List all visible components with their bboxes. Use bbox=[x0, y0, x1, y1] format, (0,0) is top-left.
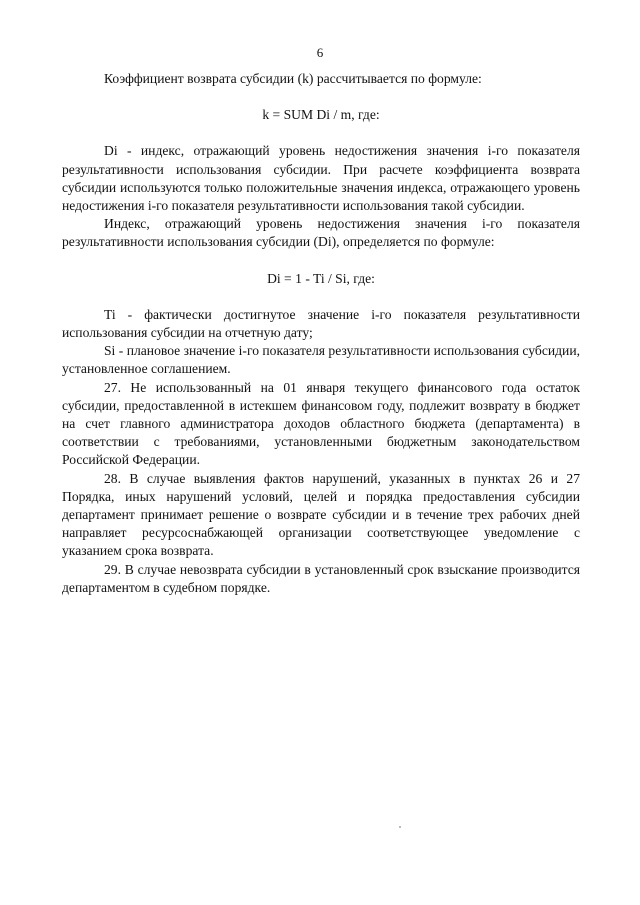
di-definition-paragraph: Di - индекс, отражающий уровень недостижения значения i-го показателя результативности использования субсидии. При расчете коэффициента возврата субсидии используются только положительные значения индекса, отражающего уровень недостижения i-го показателя результативности использования такой субсидии. bbox=[62, 143, 580, 214]
page-number: 6 bbox=[316, 45, 324, 60]
item-28-paragraph: 28. В случае выявления фактов нарушений, указанных в пунктах 26 и 27 Порядка, иных нарушений условий, целей и порядка предоставления субсидии департамент принимает решение о возврате субсидии и в течение трех рабочих дней направляет ресурсоснабжающей организации соответствующее уведомление с указанием срока возврата. bbox=[62, 470, 580, 559]
intro-paragraph: Коэффициент возврата субсидии (k) рассчитывается по формуле: bbox=[104, 71, 482, 86]
di-intro-paragraph: Индекс, отражающий уровень недостижения значения i-го показателя результативности использования субсидии (Di), определяется по формуле: bbox=[62, 216, 580, 250]
scan-speck bbox=[399, 826, 401, 828]
formula-k: k = SUM Di / m, где: bbox=[262, 107, 380, 123]
formula-di: Di = 1 - Ti / Si, где: bbox=[267, 270, 375, 286]
document-body bbox=[62, 70, 580, 597]
ti-definition-paragraph: Ti - фактически достигнутое значение i-го показателя результативности использования субсидии на отчетную дату; bbox=[62, 306, 580, 341]
item-29-paragraph: 29. В случае невозврата субсидии в установленный срок взыскание производится департаментом в судебном порядке. bbox=[62, 561, 580, 595]
si-definition-paragraph: Si - плановое значение i-го показателя результативности использования субсидии, установленное соглашением. bbox=[62, 343, 580, 377]
item-27-paragraph: 27. Не использованный на 01 января текущего финансового года остаток субсидии, предоставленной в истекшем финансовом году, подлежит возврату в бюджет на счет главного администратора доходов областного бюджета (департамента) в соответствии с требованиями, установленными бюджетным законодательством Российской Федерации. bbox=[62, 379, 580, 468]
